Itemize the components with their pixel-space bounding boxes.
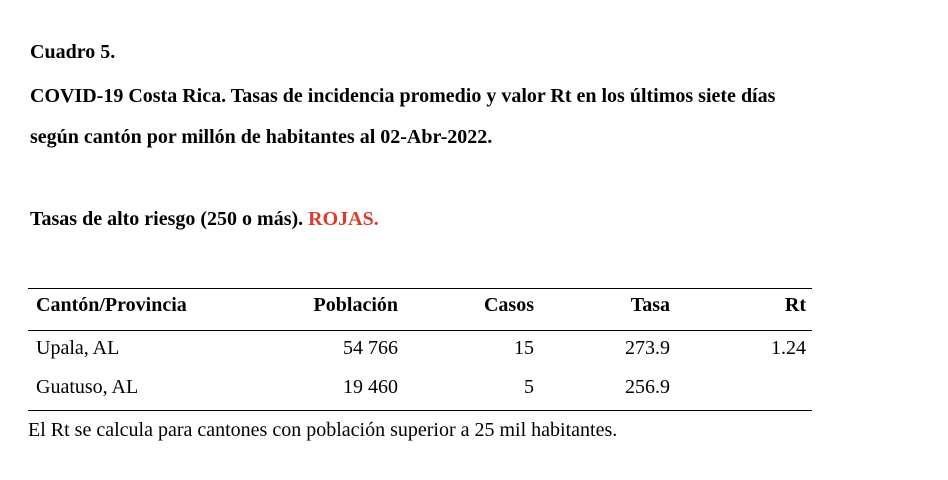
cell-tasa: 273.9 <box>625 337 670 359</box>
risk-category <box>30 207 379 231</box>
table-number: Cuadro 5. <box>30 41 116 63</box>
header-casos: Casos <box>483 294 534 316</box>
cell-poblacion: 54 766 <box>343 337 398 359</box>
table-footnote: El Rt se calcula para cantones con población superior a 25 mil habitantes. <box>28 419 618 441</box>
cell-rt: 1.24 <box>771 337 806 359</box>
cell-casos: 15 <box>514 337 534 359</box>
header-tasa: Tasa <box>630 294 670 316</box>
risk-category-tag: ROJAS. <box>308 208 379 230</box>
table-header-rule <box>28 330 812 331</box>
cell-casos: 5 <box>524 376 534 398</box>
table-title-line-2: según cantón por millón de habitantes al 02-Abr-2022. <box>30 126 493 148</box>
table-bottom-rule <box>28 410 812 411</box>
cell-canton: Upala, AL <box>36 337 120 359</box>
table-top-rule <box>28 288 812 289</box>
risk-category-text: Tasas de alto riesgo (250 o más). <box>30 208 304 230</box>
header-rt: Rt <box>784 294 806 316</box>
table-title-line-1: COVID-19 Costa Rica. Tasas de incidencia promedio y valor Rt en los últimos siete días <box>30 85 776 107</box>
header-canton: Cantón/Provincia <box>36 294 187 316</box>
cell-canton: Guatuso, AL <box>36 376 139 398</box>
cell-poblacion: 19 460 <box>343 376 398 398</box>
cell-tasa: 256.9 <box>625 376 670 398</box>
header-poblacion: Población <box>313 294 398 316</box>
